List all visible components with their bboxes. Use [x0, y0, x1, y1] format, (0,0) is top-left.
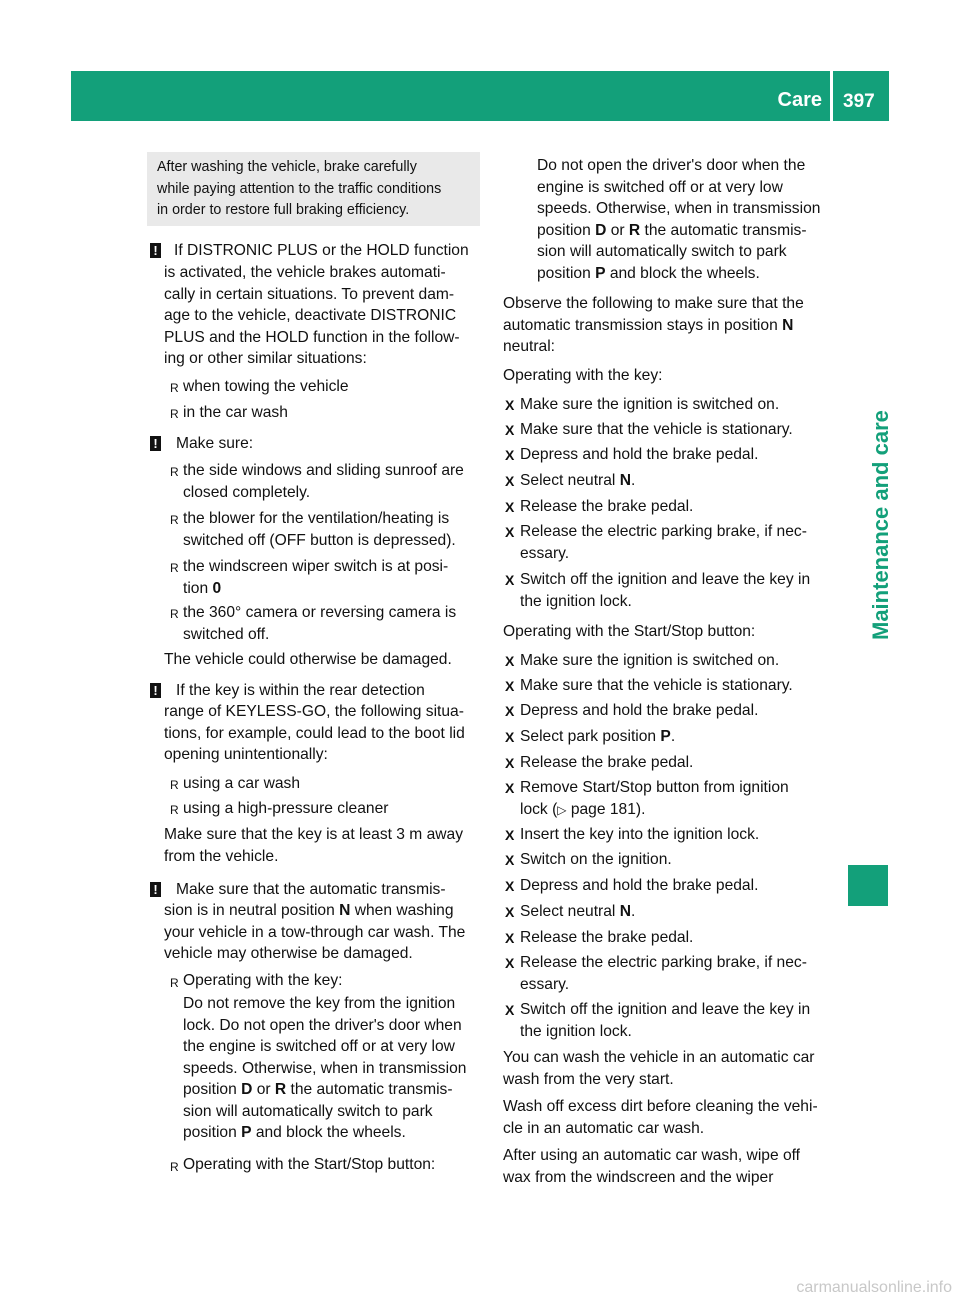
- text-line: [520, 799, 838, 822]
- text-line: Make sure that the key is at least 3 m away: [164, 826, 464, 843]
- closing-paragraphs: [503, 1047, 838, 1188]
- warning-2-intro: Make sure:: [176, 435, 254, 452]
- text-line: [183, 1079, 483, 1101]
- text-line: neutral:: [503, 338, 556, 355]
- text-line: tions, for example, could lead to the boot lid: [164, 724, 465, 742]
- text-span: Select park position: [520, 728, 661, 745]
- text-line: opening unintentionally:: [164, 746, 328, 763]
- note-text: [157, 157, 477, 222]
- text-span: the automatic transmis-: [286, 1081, 453, 1098]
- footer-watermark: carmanualsonline.info: [796, 1278, 952, 1296]
- text-line: the ignition lock.: [520, 592, 632, 610]
- list-item: Operating with the Start/Stop button:: [183, 1156, 436, 1173]
- warning-icon: !: [150, 243, 161, 258]
- text-line: Do not remove the key from the ignition: [183, 995, 456, 1012]
- text-span: or: [606, 221, 629, 239]
- warning-icon: !: [150, 683, 161, 698]
- text-line: [503, 315, 838, 337]
- warning-2-closing: The vehicle could otherwise be damaged.: [164, 651, 452, 668]
- warning-3-closing: [164, 824, 484, 867]
- page-number: 397: [843, 91, 875, 112]
- step: Make sure the ignition is switched on.: [520, 396, 780, 413]
- step-arrow-icon: X: [505, 653, 515, 669]
- text-line: Remove Start/Stop button from ignition: [520, 779, 789, 796]
- step-arrow-icon: X: [505, 499, 515, 515]
- step: Depress and hold the brake pedal.: [520, 877, 759, 894]
- key-operation-text: [183, 993, 483, 1144]
- text-line: age to the vehicle, deactivate DISTRONIC: [164, 307, 457, 324]
- warning-icon: !: [150, 882, 161, 897]
- note-line: After washing the vehicle, brake carefully: [157, 159, 417, 175]
- text-span: .: [670, 728, 676, 745]
- list-item: using a high-pressure cleaner: [183, 800, 389, 817]
- text-span: .: [630, 472, 636, 489]
- text-span: .: [630, 903, 636, 920]
- step: Release the brake pedal.: [520, 754, 694, 771]
- text-line: the blower for the ventilation/heating is: [183, 510, 450, 527]
- text-line: the engine is switched off or at very low: [183, 1038, 455, 1055]
- text-line: the side windows and sliding sunroof are: [183, 462, 464, 479]
- list-item: [183, 508, 483, 551]
- text-line: wax from the windscreen and the wiper: [503, 1168, 774, 1186]
- bold-value: N: [619, 903, 631, 920]
- bullet-icon: R: [170, 607, 179, 621]
- text-line: [183, 578, 483, 600]
- step-arrow-icon: X: [505, 473, 515, 489]
- text-span: position: [537, 264, 596, 282]
- text-line: speeds. Otherwise, when in transmission: [537, 200, 821, 217]
- step: Release the brake pedal.: [520, 498, 694, 515]
- text-span: the automatic transmis-: [640, 221, 807, 239]
- bold-value: N: [619, 472, 631, 489]
- text-line: from the vehicle.: [164, 847, 279, 865]
- bullet-icon: R: [170, 513, 179, 527]
- step-arrow-icon: X: [505, 447, 515, 463]
- step: Depress and hold the brake pedal.: [520, 446, 759, 463]
- text-line: You can wash the vehicle in an automatic car: [503, 1049, 815, 1066]
- text-line: [537, 220, 837, 242]
- bullet-icon: R: [170, 1160, 179, 1174]
- step-arrow-icon: X: [505, 678, 515, 694]
- text-line: PLUS and the HOLD function in the follow-: [164, 328, 460, 346]
- text-span: lock (: [520, 800, 558, 818]
- step: [520, 999, 838, 1042]
- text-line: If DISTRONIC PLUS or the HOLD function: [174, 242, 469, 259]
- side-tab-label: Maintenance and care: [868, 410, 893, 640]
- warning-1-text: [174, 240, 484, 262]
- step-arrow-icon: X: [505, 729, 515, 745]
- text-line: [183, 1122, 483, 1144]
- step-arrow-icon: X: [505, 878, 515, 894]
- step-arrow-icon: X: [505, 572, 515, 588]
- warning-3-body: [164, 701, 484, 766]
- text-line: switched off.: [183, 625, 270, 643]
- text-line: your vehicle in a tow-through car wash. The: [164, 923, 466, 941]
- header-separator: [830, 71, 833, 121]
- text-span: and block the wheels.: [605, 264, 760, 282]
- text-span: and block the wheels.: [251, 1124, 406, 1141]
- bold-value: D: [241, 1081, 253, 1098]
- bold-value: R: [628, 221, 641, 239]
- text-line: Release the electric parking brake, if nec-: [520, 523, 807, 540]
- key-heading: Operating with the key:: [503, 367, 663, 384]
- text-line: After using an automatic car wash, wipe off: [503, 1147, 801, 1164]
- list-item: using a car wash: [183, 775, 301, 792]
- text-line: the 360° camera or reversing camera is: [183, 604, 457, 621]
- bullet-icon: R: [170, 803, 179, 817]
- page-reference[interactable]: page 181).: [566, 800, 646, 818]
- bold-value: P: [241, 1124, 252, 1141]
- text-span: tion: [183, 579, 213, 597]
- step: Make sure that the vehicle is stationary.: [520, 421, 793, 438]
- bullet-icon: R: [170, 976, 179, 990]
- step: [520, 952, 838, 995]
- step: [520, 521, 838, 564]
- text-line: the ignition lock.: [520, 1022, 632, 1040]
- step-arrow-icon: X: [505, 397, 515, 413]
- note-line: in order to restore full braking efficiency.: [157, 202, 410, 218]
- text-line: lock. Do not open the driver's door when: [183, 1016, 462, 1034]
- text-span: Select neutral: [520, 903, 620, 920]
- bold-value: D: [595, 221, 607, 239]
- step-arrow-icon: X: [505, 780, 515, 796]
- step: Insert the key into the ignition lock.: [520, 826, 760, 843]
- text-line: Make sure that the automatic transmis-: [176, 881, 446, 898]
- continued-text: [537, 155, 837, 284]
- list-item: when towing the vehicle: [183, 378, 349, 395]
- text-line: engine is switched off or at very low: [537, 178, 783, 196]
- list-item: [183, 556, 483, 599]
- text-span: or: [252, 1081, 275, 1098]
- list-item: in the car wash: [183, 404, 288, 421]
- text-span: Select neutral: [520, 472, 620, 489]
- text-line: closed completely.: [183, 483, 311, 501]
- start-stop-heading: Operating with the Start/Stop button:: [503, 623, 756, 640]
- step: Switch on the ignition.: [520, 851, 672, 868]
- text-line: If the key is within the rear detection: [176, 682, 425, 699]
- text-line: Wash off excess dirt before cleaning the vehi-: [503, 1098, 818, 1115]
- bold-value: N: [782, 316, 794, 334]
- text-line: [537, 263, 837, 285]
- section-title: Care: [777, 89, 822, 111]
- side-tab-marker: [848, 865, 888, 906]
- text-line: Switch off the ignition and leave the key in: [520, 1001, 811, 1018]
- step-arrow-icon: X: [505, 930, 515, 946]
- text-line: Release the electric parking brake, if nec-: [520, 954, 807, 971]
- text-line: cally in certain situations. To prevent dam-: [164, 285, 455, 303]
- step-arrow-icon: X: [505, 955, 515, 971]
- text-span: position: [183, 1124, 242, 1141]
- bullet-icon: R: [170, 381, 179, 395]
- bold-value: 0: [212, 579, 222, 597]
- text-line: essary.: [520, 544, 570, 562]
- warning-icon: !: [150, 436, 161, 451]
- header-bar: [71, 71, 889, 121]
- bullet-icon: R: [170, 561, 179, 575]
- text-span: sion is in neutral position: [164, 902, 340, 919]
- step-arrow-icon: X: [505, 1002, 515, 1018]
- text-line: Switch off the ignition and leave the key in: [520, 571, 811, 588]
- step-arrow-icon: X: [505, 755, 515, 771]
- bold-value: N: [339, 902, 351, 919]
- text-line: switched off (OFF button is depressed).: [183, 531, 456, 549]
- text-span: automatic transmission stays in position: [503, 316, 783, 334]
- text-line: vehicle may otherwise be damaged.: [164, 945, 413, 962]
- bullet-icon: R: [170, 407, 179, 421]
- step-arrow-icon: X: [505, 422, 515, 438]
- step: Depress and hold the brake pedal.: [520, 702, 759, 719]
- text-line: sion will automatically switch to park: [537, 243, 787, 260]
- warning-1-body: [164, 262, 484, 370]
- step: [520, 726, 675, 748]
- page-ref-arrow-icon: ▷: [557, 802, 567, 817]
- text-span: position: [537, 221, 596, 239]
- step: Make sure the ignition is switched on.: [520, 652, 780, 669]
- step-arrow-icon: X: [505, 827, 515, 843]
- list-item: [183, 602, 483, 645]
- bold-value: R: [274, 1081, 287, 1098]
- text-line: essary.: [520, 975, 570, 993]
- text-line: cle in an automatic car wash.: [503, 1119, 705, 1137]
- note-line: while paying attention to the traffic conditions: [157, 180, 442, 197]
- text-line: speeds. Otherwise, when in transmission: [183, 1059, 467, 1077]
- step-arrow-icon: X: [505, 852, 515, 868]
- step: Release the brake pedal.: [520, 929, 694, 946]
- text-line: range of KEYLESS-GO, the following situa-: [164, 703, 464, 720]
- bullet-icon: R: [170, 465, 179, 479]
- text-line: is activated, the vehicle brakes automati-: [164, 264, 446, 281]
- step-arrow-icon: X: [505, 703, 515, 719]
- step: Make sure that the vehicle is stationary.: [520, 677, 793, 694]
- text-span: when washing: [350, 902, 454, 919]
- text-line: Observe the following to make sure that the: [503, 295, 804, 312]
- observe-paragraph: [503, 293, 838, 358]
- text-line: sion will automatically switch to park: [183, 1102, 433, 1120]
- bullet-icon: R: [170, 778, 179, 792]
- warning-4-body: [164, 900, 484, 965]
- text-line: Do not open the driver's door when the: [537, 157, 806, 174]
- step: [520, 470, 635, 492]
- text-span: position: [183, 1081, 242, 1098]
- step-arrow-icon: X: [505, 904, 515, 920]
- text-line: the windscreen wiper switch is at posi-: [183, 558, 449, 575]
- bold-value: P: [660, 728, 671, 745]
- list-item: [183, 460, 483, 503]
- note-box: [147, 152, 480, 226]
- list-item: Operating with the key:: [183, 972, 343, 989]
- step-arrow-icon: X: [505, 524, 515, 540]
- step: [520, 901, 635, 923]
- bold-value: P: [595, 264, 606, 282]
- text-line: [164, 900, 484, 922]
- text-line: ing or other similar situations:: [164, 350, 367, 367]
- step: [520, 777, 838, 821]
- text-line: wash from the very start.: [503, 1070, 674, 1088]
- step: [520, 569, 838, 612]
